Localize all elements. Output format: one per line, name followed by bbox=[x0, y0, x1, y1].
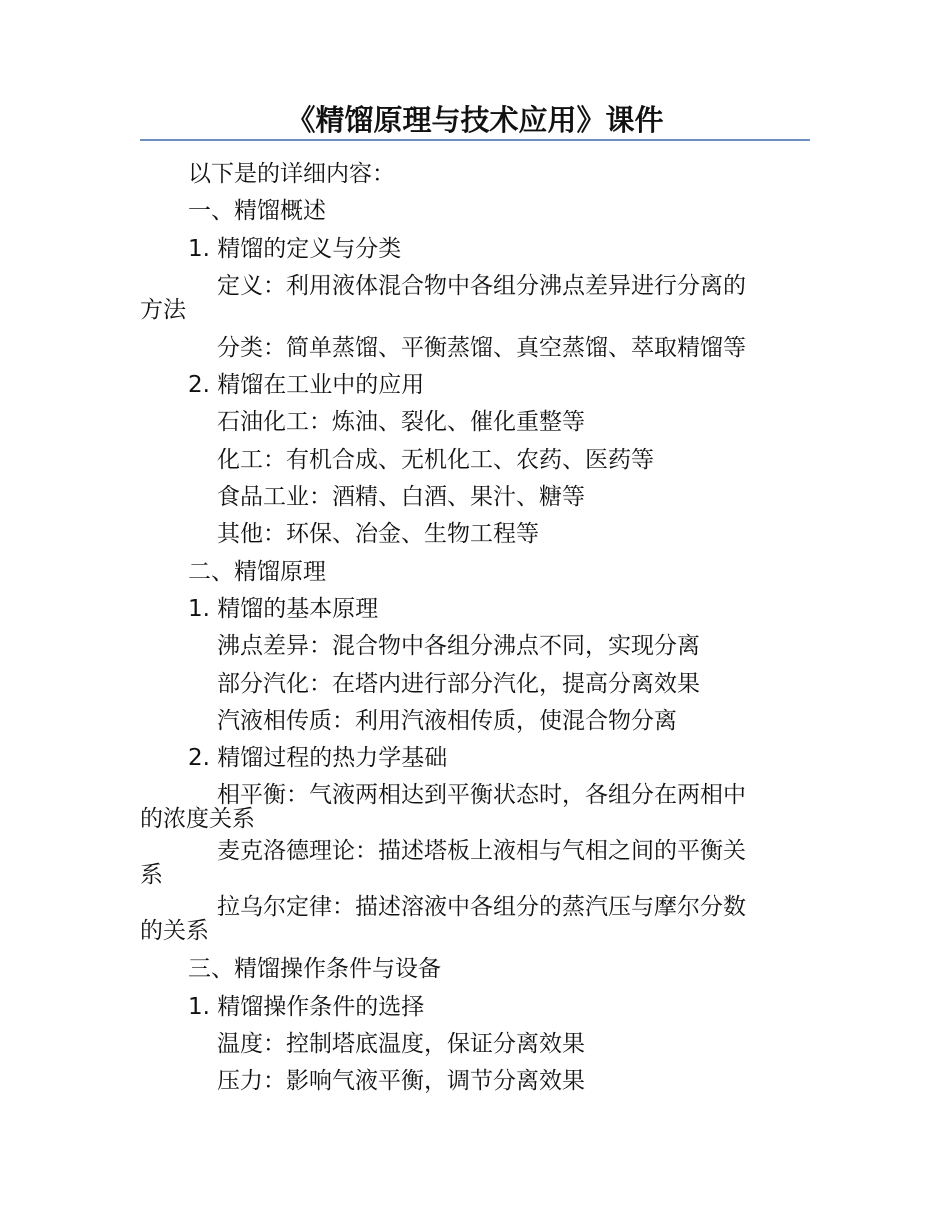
list-item: 化工：有机合成、无机化工、农药、医药等 bbox=[217, 446, 654, 473]
document-body bbox=[140, 156, 800, 1101]
list-item: 部分汽化：在塔内进行部分汽化，提高分离效果 bbox=[217, 670, 700, 697]
item-text-continuation: 方法 bbox=[140, 296, 186, 323]
subsection-heading: 2. 精馏在工业中的应用 bbox=[188, 372, 425, 399]
subsection-heading: 1. 精馏的基本原理 bbox=[188, 595, 379, 622]
list-item bbox=[140, 895, 800, 943]
list-item: 沸点差异：混合物中各组分沸点不同，实现分离 bbox=[217, 633, 700, 660]
section-heading: 三、精馏操作条件与设备 bbox=[188, 956, 441, 983]
item-text: 相平衡：气液两相达到平衡状态时，各组分在两相中 bbox=[217, 782, 746, 809]
title-underline bbox=[140, 139, 810, 141]
section-heading: 二、精馏原理 bbox=[188, 558, 326, 585]
list-item bbox=[140, 274, 800, 322]
list-item bbox=[140, 783, 800, 831]
list-item: 压力：影响气液平衡，调节分离效果 bbox=[217, 1068, 585, 1095]
item-text: 定义：利用液体混合物中各组分沸点差异进行分离的 bbox=[217, 272, 746, 299]
list-item: 汽液相传质：利用汽液相传质，使混合物分离 bbox=[217, 707, 677, 734]
subsection-heading: 1. 精馏操作条件的选择 bbox=[188, 993, 425, 1020]
section-heading: 一、精馏概述 bbox=[188, 198, 326, 225]
list-item: 其他：环保、冶金、生物工程等 bbox=[217, 521, 539, 548]
list-item: 温度：控制塔底温度，保证分离效果 bbox=[217, 1031, 585, 1058]
list-item bbox=[140, 839, 800, 887]
list-item: 石油化工：炼油、裂化、催化重整等 bbox=[217, 409, 585, 436]
item-text-continuation: 的浓度关系 bbox=[140, 806, 255, 833]
item-text: 拉乌尔定律：描述溶液中各组分的蒸汽压与摩尔分数 bbox=[217, 894, 746, 921]
list-item: 食品工业：酒精、白酒、果汁、糖等 bbox=[217, 484, 585, 511]
item-text-continuation: 的关系 bbox=[140, 918, 209, 945]
subsection-heading: 2. 精馏过程的热力学基础 bbox=[188, 745, 448, 772]
document-title: 《精馏原理与技术应用》课件 bbox=[286, 103, 664, 137]
list-item: 分类：简单蒸馏、平衡蒸馏、真空蒸馏、萃取精馏等 bbox=[217, 334, 746, 361]
item-text: 麦克洛德理论：描述塔板上液相与气相之间的平衡关 bbox=[217, 838, 746, 865]
subsection-heading: 1. 精馏的定义与分类 bbox=[188, 235, 402, 262]
intro-text: 以下是的详细内容： bbox=[188, 161, 395, 187]
item-text-continuation: 系 bbox=[140, 862, 163, 889]
